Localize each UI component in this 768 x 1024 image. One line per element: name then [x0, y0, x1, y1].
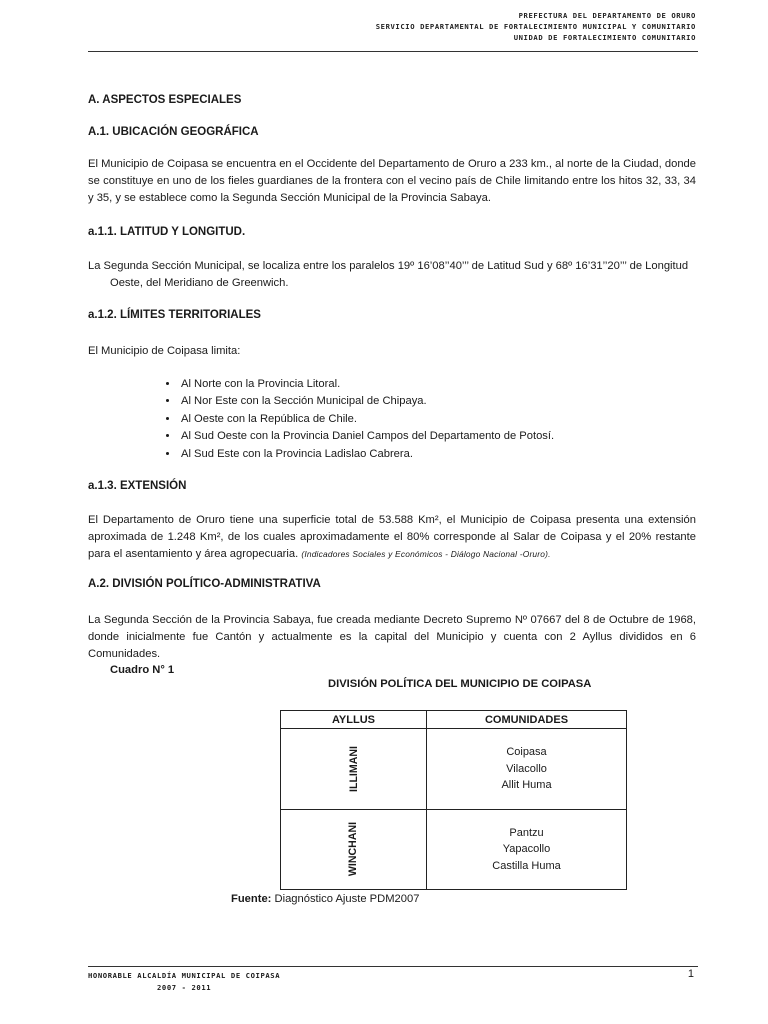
page-header	[376, 10, 696, 43]
section-a1-text: El Municipio de Coipasa se encuentra en el Occidente del Departamento de Oruro a 233 km., al norte de la Ciudad, donde se constituye en uno de los fieles guardianes de la frontera con el vecino país de Chile limitando entre los hitos 32, 33, 34 y 35, y se establece como la Segunda Sección Municipal de la Provincia Sabaya.	[88, 158, 696, 204]
page-number: 1	[687, 968, 694, 980]
list-item: • Al Oeste con la República de Chile.	[179, 411, 554, 428]
page-footer	[88, 970, 280, 994]
list-item: • Al Sud Este con la Provincia Ladislao Cabrera.	[179, 446, 554, 463]
header-line-1: PREFECTURA DEL DEPARTAMENTO DE ORURO	[518, 11, 696, 20]
community-name: Vilacollo	[506, 762, 547, 775]
limits-list	[162, 376, 554, 463]
footer-rule	[88, 966, 698, 967]
table-source	[231, 893, 419, 905]
table-label: Cuadro N° 1	[110, 664, 175, 676]
community-name: Yapacollo	[502, 843, 551, 855]
comunidades-cell	[427, 729, 627, 810]
source-label: Fuente:	[231, 893, 272, 905]
extension-text: El Departamento de Oruro tiene una superficie total de 53.588 Km², el Municipio de Coipasa presenta una extensión aproximada de 1.248 Km², de los cuales aproximadamente el 80% corresponde al Salar de Coipasa y el 20% restante para el asentamiento y área agropecuaria.	[88, 514, 696, 560]
longitude-line: Oeste, del Meridiano de Greenwich.	[110, 277, 289, 289]
community-name: Pantzu	[509, 826, 544, 839]
section-a11-text	[88, 258, 696, 292]
footer-line-2: 2007 - 2011	[156, 983, 212, 992]
table-title: DIVISIÓN POLÍTICA DEL MUNICIPIO DE COIPASA	[328, 678, 592, 690]
footer-line-1: HONORABLE ALCALDÍA MUNICIPAL DE COIPASA	[88, 971, 281, 980]
section-a-title: A. ASPECTOS ESPECIALES	[88, 94, 242, 106]
header-rule	[88, 51, 698, 52]
ayllu-name: ILLIMANI	[347, 745, 360, 792]
section-a13-title: a.1.3. EXTENSIÓN	[88, 480, 187, 492]
ayllu-cell	[281, 729, 427, 810]
comunidades-cell	[427, 809, 627, 890]
section-a13-text	[88, 512, 696, 563]
source-text: Diagnóstico Ajuste PDM2007	[271, 893, 420, 905]
list-item: • Al Norte con la Provincia Litoral.	[179, 376, 554, 393]
table-row	[281, 809, 627, 890]
community-name: Allit Huma	[501, 779, 552, 791]
column-header-comunidades: COMUNIDADES	[427, 711, 627, 729]
section-a2-title: A.2. DIVISIÓN POLÍTICO-ADMINISTRATIVA	[88, 578, 321, 590]
header-line-2: SERVICIO DEPARTAMENTAL DE FORTALECIMIENTO MUNICIPAL Y COMUNITARIO	[375, 22, 696, 31]
table-header-row	[281, 711, 627, 729]
limits-intro: El Municipio de Coipasa limita:	[88, 345, 241, 357]
list-item: • Al Sud Oeste con la Provincia Daniel Campos del Departamento de Potosí.	[179, 428, 554, 445]
section-a2-text: La Segunda Sección de la Provincia Sabaya, fue creada mediante Decreto Supremo Nº 07667 del 8 de Octubre de 1968, donde inicialmente fue Cantón y actualmente es la capital del Municipio y cuenta con 2 Ayllus divididos en 6 Comunidades.	[88, 614, 696, 660]
section-a1-title: A.1. UBICACIÓN GEOGRÁFICA	[88, 126, 259, 138]
ayllu-name: WINCHANI	[347, 822, 360, 877]
community-name: Coipasa	[506, 746, 547, 758]
extension-source: (Indicadores Sociales y Económicos - Diálogo Nacional -Oruro).	[301, 549, 551, 559]
latitude-line: La Segunda Sección Municipal, se localiza entre los paralelos 19º 16’08’’40’’’ de Latitud Sud y 68º 16’31’’20’’’ de Longitud	[88, 260, 689, 272]
header-line-3: UNIDAD DE FORTALECIMIENTO COMUNITARIO	[513, 33, 696, 42]
list-item: • Al Nor Este con la Sección Municipal de Chipaya.	[179, 393, 554, 410]
table-row	[281, 729, 627, 810]
section-a12-title: a.1.2. LÍMITES TERRITORIALES	[88, 309, 261, 321]
section-a11-title: a.1.1. LATITUD Y LONGITUD.	[88, 226, 246, 238]
column-header-ayllus: AYLLUS	[281, 711, 427, 729]
community-name: Castilla Huma	[492, 859, 561, 872]
political-division-table	[280, 710, 627, 890]
ayllu-cell	[281, 809, 427, 890]
